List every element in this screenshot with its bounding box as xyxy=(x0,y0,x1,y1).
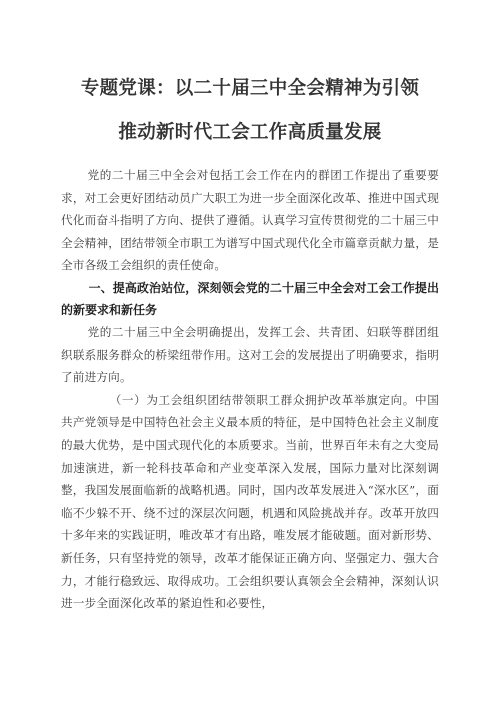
document-body xyxy=(61,164,439,615)
document-title-line-1: 专题党课：以二十届三中全会精神为引领 xyxy=(80,78,420,99)
document-title-line-2: 推动新时代工会工作高质量发展 xyxy=(118,122,382,143)
subsection-1-paragraph: （一）为工会组织团结带领职工群众拥护改革举旗定向。中国共产党领导是中国特色社会主义最本质的特征，是中国特色社会主义制度的最大优势，是中国式现代化的本质要求。当前，世界百年未有之大变局加速演进，新一轮科技革命和产业变革深入发展，国际力量对比深刻调整，我国发展面临新的战略机遇。同时，国内改革发展进入“深水区”，面临不少躲不开、绕不过的深层次问题，机遇和风险挑战并存。改革开放四十多年来的实践证明，唯改革才有出路，唯发展才能破题。面对新形势、新任务，只有坚持党的领导，改革才能保证正确方向、坚强定力、强大合力，才能行稳致远、取得成功。工会组织要认真领会全会精神，深刻认识进一步全面深化改革的紧迫性和必要性， xyxy=(61,392,439,611)
section-heading-1: 一、提高政治站位，深刻领会党的二十届三中全会对工会工作提出的新要求和新任务 xyxy=(61,280,439,317)
section-1-paragraph: 党的二十届三中全会明确提出，发挥工会、共青团、妇联等群团组织联系服务群众的桥梁纽带作用。这对工会的发展提出了明确要求，指明了前进方向。 xyxy=(61,324,439,385)
intro-paragraph: 党的二十届三中全会对包括工会工作在内的群团工作提出了重要要求，对工会更好团结动员广大职工为进一步全面深化改革、推进中国式现代化而奋斗指明了方向、提供了遵循。认真学习宣传贯彻党的二十届三中全会精神，团结带领全市职工为谱写中国式现代化全市篇章贡献力量，是全市各级工会组织的责任使命。 xyxy=(61,168,439,273)
